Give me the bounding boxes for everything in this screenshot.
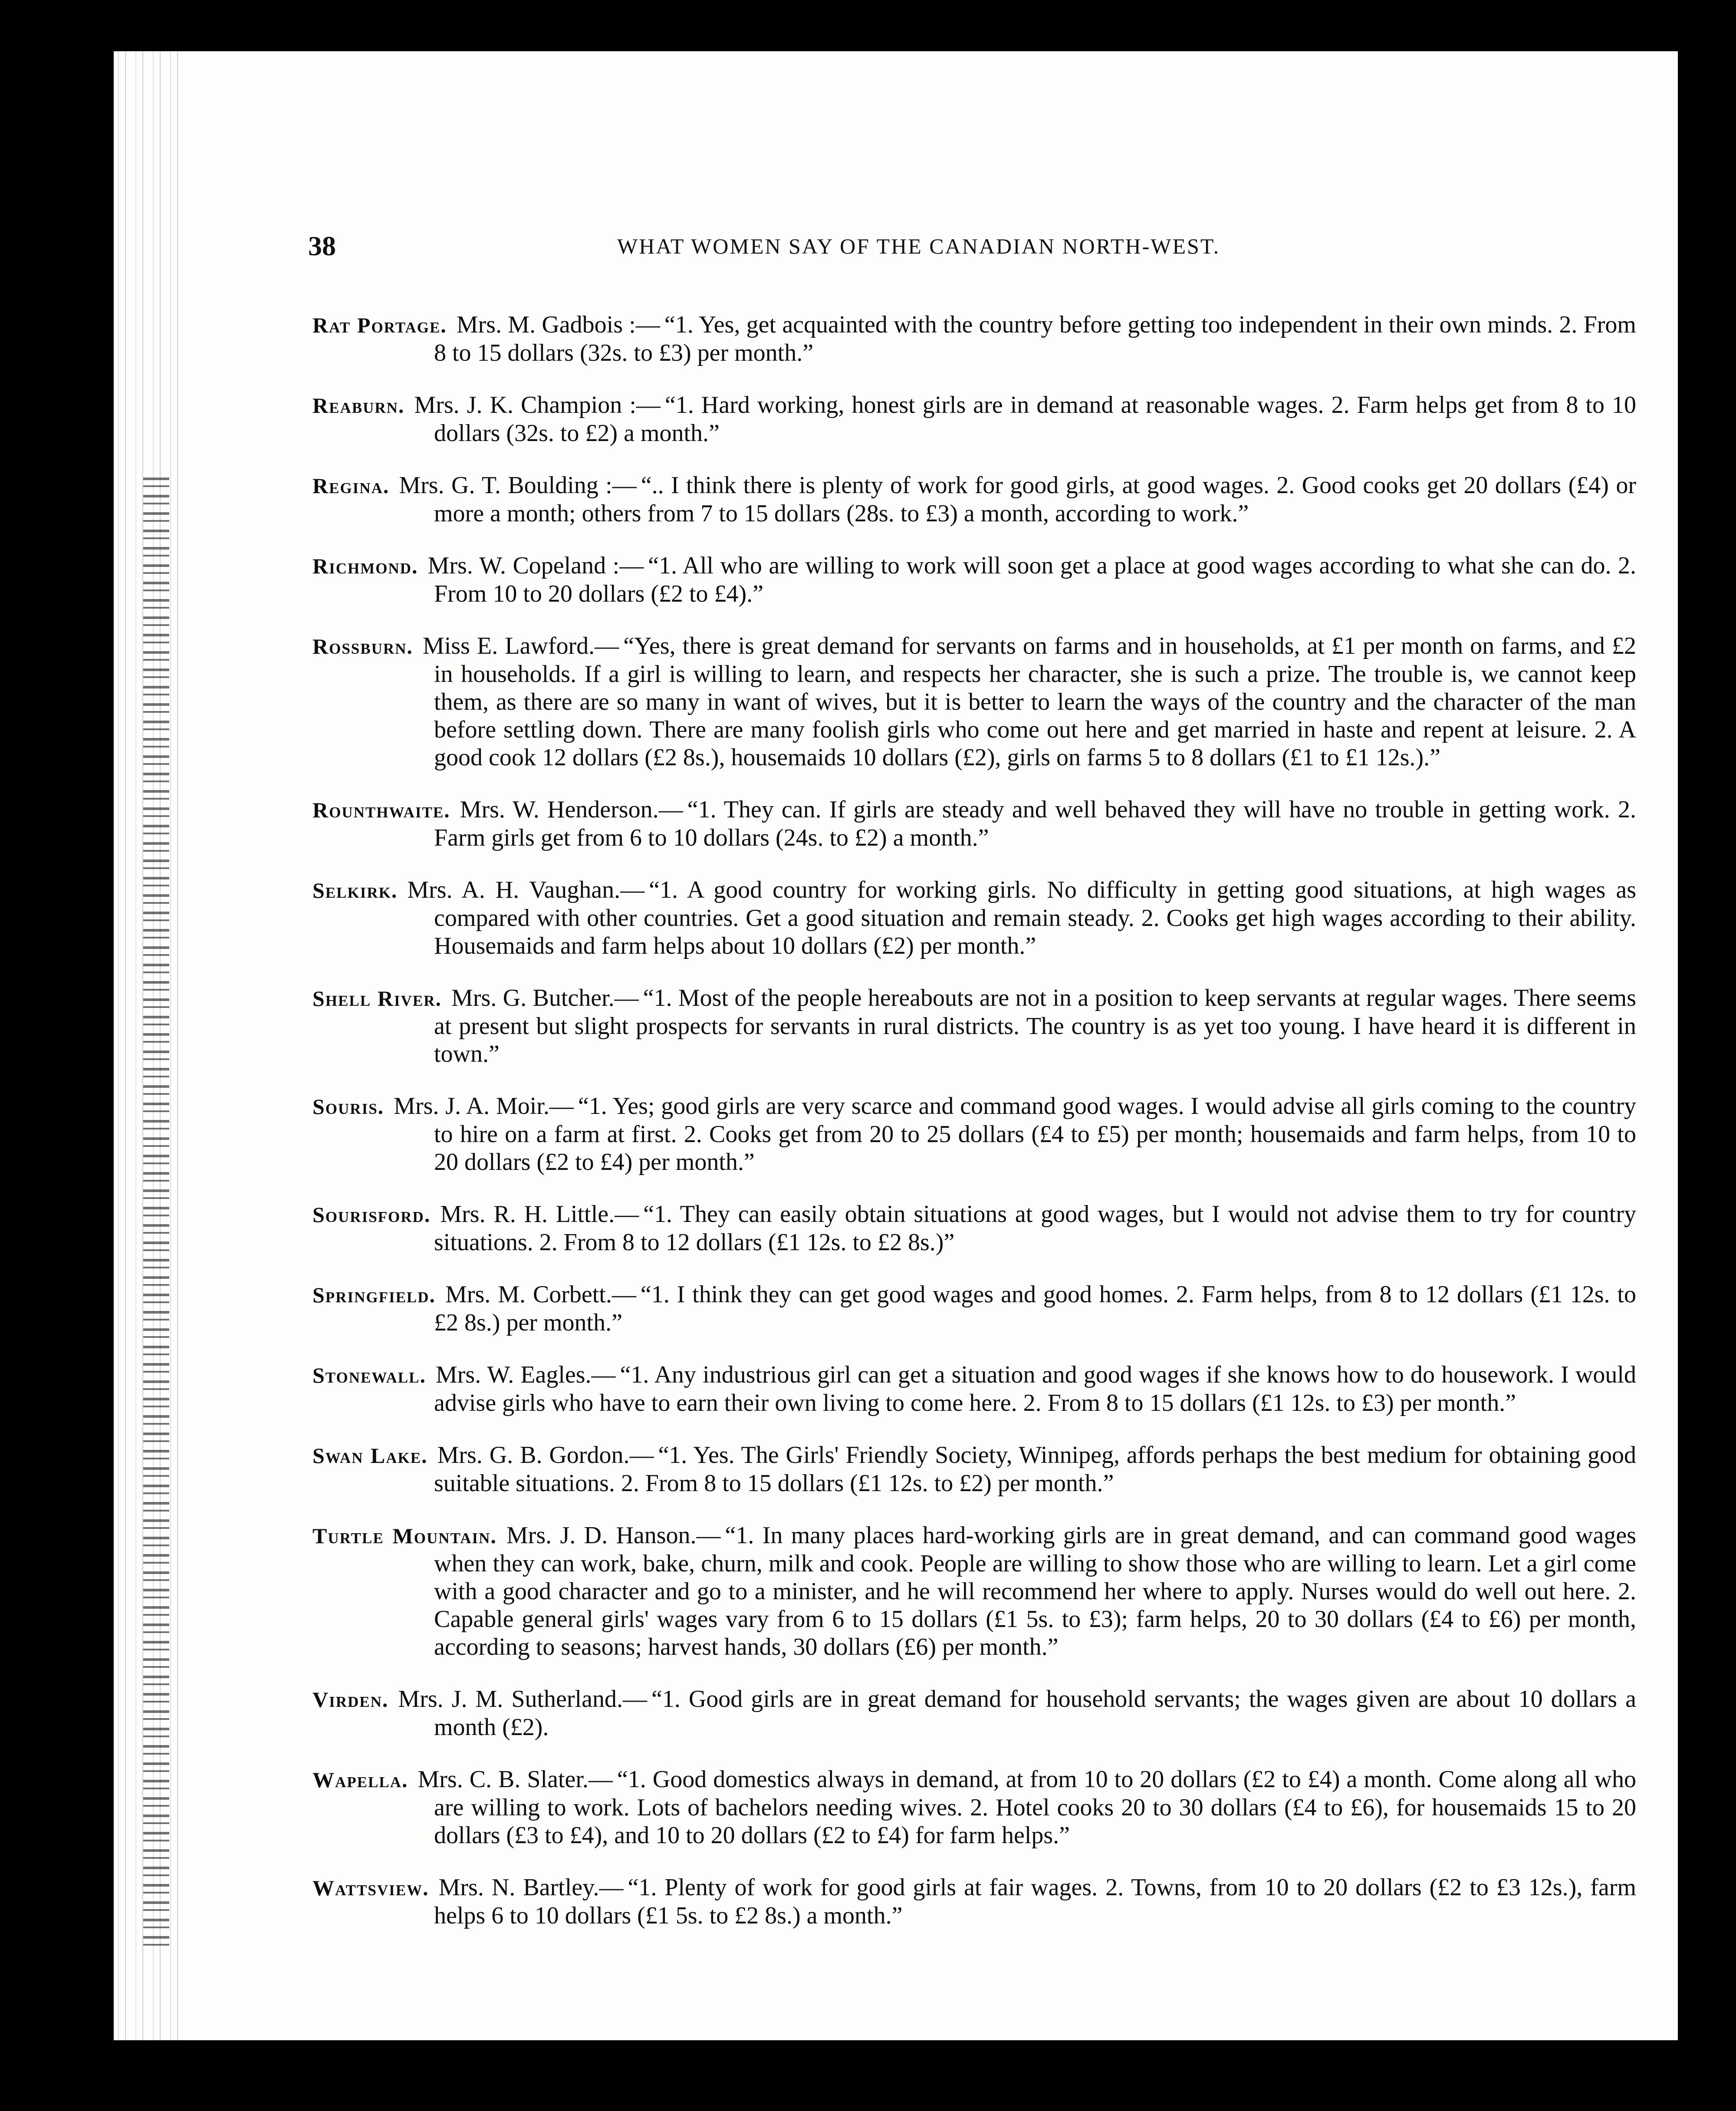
entry-place: Souris.: [312, 1094, 385, 1119]
entry-quote: “1. Yes, get acquainted with the country before getting too independent in their own minds. 2. From 8 to 15 dollars (32s. to £3) per month.”: [434, 311, 1636, 366]
entry-respondent: Mrs. R. H. Little.—: [440, 1201, 639, 1228]
entry-quote: “1. In many places hard-working girls are in great demand, and can command good wages when they can work, bake, churn, milk and cook. People are willing to show those who are willing to learn. Let a girl come with a good character and go to a minister, and he will recommend her where to apply. Nurses would do well out here. 2. Capable general girls' wages vary from 6 to 15 dollars (£1 5s. to £3); farm helps, 20 to 30 dollars (£4 to £6) per month, according to seasons; harvest hands, 30 dollars (£6) per month.”: [434, 1522, 1636, 1660]
entry-respondent: Miss E. Lawford.—: [422, 632, 619, 659]
entry-quote: “1. Most of the people hereabouts are not in a position to keep servants at regular wages. There seems at present but slight prospects for servants in rural districts. The country is as yet too young. I have heard it is different in town.”: [434, 985, 1637, 1067]
entry-respondent: Mrs. W. Copeland :—: [427, 552, 644, 579]
entry-quote: “1. They can. If girls are steady and well behaved they will have no trouble in getting work. 2. Farm girls get from 6 to 10 dollars (24s. to £2) a month.”: [434, 796, 1636, 851]
entry-quote: “1. I think they can get good wages and good homes. 2. Farm helps, from 8 to 12 dollars (£1 12s. to £2 8s.) per month.”: [434, 1281, 1637, 1336]
entry-respondent: Mrs. J. A. Moir.—: [394, 1093, 574, 1120]
entry-place: Richmond.: [312, 554, 418, 578]
entry-quote: “1. A good country for working girls. No difficulty in getting good situations, at high wages as compared with other countries. Get a good situation and remain steady. 2. Cooks get high wages according to their ability. Housemaids and farm helps about 10 dollars (£2) per month.”: [434, 876, 1636, 959]
entry-respondent: Mrs. G. T. Boulding :—: [399, 472, 637, 499]
entry-respondent: Mrs. C. B. Slater.—: [418, 1766, 613, 1793]
entry-quote: “1. Any industrious girl can get a situation and good wages if she knows how to do housework. I would advise girls who have to earn their own living to come here. 2. From 8 to 15 dollars (£1 12s. to £3) per month.”: [434, 1361, 1636, 1416]
entry-place: Rat Portage.: [312, 313, 447, 337]
entry-quote: “1. Yes; good girls are very scarce and command good wages. I would advise all girls coming to the country to hire on a farm at first. 2. Cooks get from 20 to 25 dollars (£4 to £5) per month; housemaids and farm helps, from 10 to 20 dollars (£2 to £4) per month.”: [434, 1093, 1636, 1176]
entry-place: Rossburn.: [312, 634, 413, 659]
entry-respondent: Mrs. G. Butcher.—: [451, 985, 639, 1011]
entry: [312, 1441, 1636, 1497]
entry-quote: “.. I think there is plenty of work for good girls, at good wages. 2. Good cooks get 20 dollars (£4) or more a month; others from 7 to 15 dollars (28s. to £3) a month, according to work.”: [434, 472, 1636, 527]
entry: [312, 1092, 1636, 1176]
entry: [312, 552, 1636, 608]
binding-edge-marks: [143, 478, 169, 1953]
entry-respondent: Mrs. J. M. Sutherland.—: [398, 1686, 647, 1713]
entry: [312, 391, 1636, 447]
entry-place: Regina.: [312, 474, 390, 498]
entry: [312, 1522, 1636, 1661]
entry: [312, 632, 1636, 771]
entry-respondent: Mrs. M. Corbett.—: [445, 1281, 636, 1308]
entry-place: Rounthwaite.: [312, 798, 450, 822]
entry-place: Wattsview.: [312, 1876, 429, 1900]
entry: [312, 1281, 1636, 1337]
entry: [312, 796, 1636, 852]
entry-quote: “1. They can easily obtain situations at good wages, but I would not advise them to try for country situations. 2. From 8 to 12 dollars (£1 12s. to £2 8s.)”: [434, 1201, 1636, 1256]
entry-respondent: Mrs. W. Eagles.—: [435, 1361, 616, 1388]
entry-respondent: Mrs. J. D. Hanson.—: [506, 1522, 721, 1549]
entry-place: Reaburn.: [312, 393, 405, 418]
entry: [312, 1765, 1636, 1849]
entry: [312, 1874, 1636, 1930]
entry-place: Sourisford.: [312, 1202, 431, 1227]
entry-place: Wapella.: [312, 1768, 408, 1792]
entry: [312, 984, 1636, 1068]
entry-quote: “1. Plenty of work for good girls at fair wages. 2. Towns, from 10 to 20 dollars (£2 to £3 12s.), farm helps 6 to 10 dollars (£1 5s. to £2 8s.) a month.”: [434, 1874, 1636, 1929]
entry-list: [312, 287, 1636, 1940]
entry-quote: “1. Yes. The Girls' Friendly Society, Winnipeg, affords perhaps the best medium for obtaining good suitable situations. 2. From 8 to 15 dollars (£1 12s. to £2) per month.”: [434, 1442, 1636, 1497]
entry-quote: “1. All who are willing to work will soon get a place at good wages according to what she can do. 2. From 10 to 20 dollars (£2 to £4).”: [434, 552, 1636, 607]
entry-respondent: Mrs. G. B. Gordon.—: [437, 1442, 654, 1469]
entry-place: Shell River.: [312, 986, 442, 1011]
entry-place: Turtle Mountain.: [312, 1524, 497, 1548]
entry-quote: “Yes, there is great demand for servants on farms and in households, at £1 per month on farms, and £2 in households. If a girl is willing to learn, and respects her character, she is such a prize. The trouble is, we cannot keep them, as there are so many in want of wives, but it is better to learn the ways of the country and the character of the man before settling down. There are many foolish girls who come out here and get married in haste and repent at leisure. 2. A good cook 12 dollars (£2 8s.), housemaids 10 dollars (£2), girls on farms 5 to 8 dollars (£1 to £1 12s.).”: [434, 632, 1636, 771]
entry-respondent: Mrs. N. Bartley.—: [438, 1874, 624, 1901]
entry-respondent: Mrs. J. K. Champion :—: [414, 392, 661, 418]
entry-respondent: Mrs. M. Gadbois :—: [456, 311, 660, 338]
entry-respondent: Mrs. A. H. Vaughan.—: [407, 876, 645, 903]
entry-place: Swan Lake.: [312, 1443, 428, 1468]
entry-place: Springfield.: [312, 1283, 436, 1307]
entry-quote: “1. Good girls are in great demand for household servants; the wages given are about 10 dollars a month (£2).: [434, 1686, 1636, 1741]
entry-place: Selkirk.: [312, 878, 398, 902]
entry: [312, 1200, 1636, 1256]
entry: [312, 471, 1636, 527]
running-title: WHAT WOMEN SAY OF THE CANADIAN NORTH-WEST.: [617, 234, 1220, 258]
entry-place: Stonewall.: [312, 1363, 426, 1387]
entry-respondent: Mrs. W. Henderson.—: [460, 796, 683, 823]
entry: [312, 876, 1636, 960]
entry-quote: “1. Hard working, honest girls are in demand at reasonable wages. 2. Farm helps get from 8 to 10 dollars (32s. to £2) a month.”: [434, 392, 1636, 447]
entry: [312, 311, 1636, 367]
entry-quote: “1. Good domestics always in demand, at from 10 to 20 dollars (£2 to £4) a month. Come along all who are willing to work. Lots of bachelors needing wives. 2. Hotel cooks 20 to 30 dollars (£4 to £6), for housemaids 15 to 20 dollars (£3 to £4), and 10 to 20 dollars (£2 to £4) for farm helps.”: [434, 1766, 1637, 1849]
entry: [312, 1361, 1636, 1417]
page-number: 38: [308, 231, 336, 261]
page-header: [308, 230, 1654, 260]
entry-place: Virden.: [312, 1687, 389, 1712]
entry: [312, 1685, 1636, 1741]
